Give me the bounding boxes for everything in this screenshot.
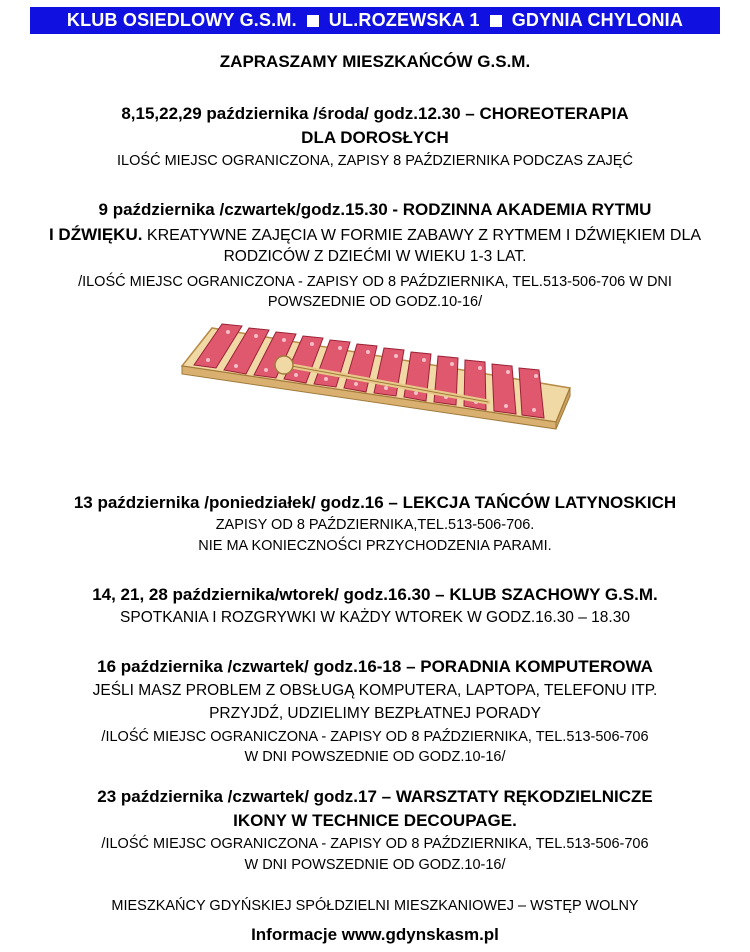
szachy-note: SPOTKANIA I ROZGRYWKI W KAŻDY WTOREK W GODZ.16.30 – 18.30 <box>120 609 630 626</box>
rytm-desc-2: RODZICÓW Z DZIEĆMI W WIEKU 1-3 LAT. <box>223 248 527 265</box>
rytm-note: /ILOŚĆ MIEJSC OGRANICZONA - ZAPISY OD 8 PAŹDZIERNIKA, TEL.513-506-706 W DNI <box>78 274 672 290</box>
header-city: GDYNIA CHYLONIA <box>511 10 684 30</box>
szachy-title: 14, 21, 28 października/wtorek/ godz.16.30 – KLUB SZACHOWY G.S.M. <box>92 585 658 604</box>
square-bullet-icon <box>307 15 319 27</box>
warsztaty-title-2: IKONY W TECHNICE DECOUPAGE. <box>233 811 517 830</box>
komputer-title: 16 października /czwartek/ godz.16-18 – PORADNIA KOMPUTEROWA <box>97 657 653 676</box>
warsztaty-note-2: W DNI POWSZEDNIE OD GODZ.10-16/ <box>244 857 506 873</box>
taniec-note: ZAPISY OD 8 PAŹDZIERNIKA,TEL.513-506-706. <box>215 517 535 533</box>
rytm-note-2: POWSZEDNIE OD GODZ.10-16/ <box>267 294 483 310</box>
komputer-desc-2: PRZYJDŹ, UDZIELIMY BEZPŁATNEJ PORADY <box>209 705 541 722</box>
choreo-title: 8,15,22,29 października /środa/ godz.12.30 – CHOREOTERAPIA <box>121 104 629 123</box>
rytm-title-2: I DŹWIĘKU. <box>48 225 143 244</box>
komputer-desc: JEŚLI MASZ PROBLEM Z OBSŁUGĄ KOMPUTERA, LAPTOPA, TELEFONU ITP. <box>92 682 658 699</box>
header-banner <box>30 7 720 34</box>
header-club-name: KLUB OSIEDLOWY G.S.M. <box>66 10 297 30</box>
rytm-title: 9 października /czwartek/godz.15.30 - RODZINNA AKADEMIA RYTMU <box>98 200 652 219</box>
intro-heading: ZAPRASZAMY MIESZKAŃCÓW G.S.M. <box>219 52 531 71</box>
square-bullet-icon <box>490 15 502 27</box>
footer-note: MIESZKAŃCY GDYŃSKIEJ SPÓŁDZIELNI MIESZKANIOWEJ – WSTĘP WOLNY <box>111 898 639 914</box>
warsztaty-title: 23 października /czwartek/ godz.17 – WARSZTATY RĘKODZIELNICZE <box>97 787 653 806</box>
footer-info: Informacje www.gdynskasm.pl <box>251 925 499 944</box>
taniec-title: 13 października /poniedziałek/ godz.16 – LEKCJA TAŃCÓW LATYNOSKICH <box>73 493 677 512</box>
komputer-note: /ILOŚĆ MIEJSC OGRANICZONA - ZAPISY OD 8 PAŹDZIERNIKA, TEL.513-506-706 <box>101 729 649 745</box>
choreo-note: ILOŚĆ MIEJSC OGRANICZONA, ZAPISY 8 PAŹDZIERNIKA PODCZAS ZAJĘĆ <box>117 153 633 169</box>
taniec-note-2: NIE MA KONIECZNOŚCI PRZYCHODZENIA PARAMI. <box>198 538 552 554</box>
choreo-title-2: DLA DOROSŁYCH <box>301 128 449 147</box>
xylophone-icon <box>172 318 572 430</box>
header-address: UL.ROZEWSKA 1 <box>328 10 480 30</box>
warsztaty-note: /ILOŚĆ MIEJSC OGRANICZONA - ZAPISY OD 8 PAŹDZIERNIKA, TEL.513-506-706 <box>101 836 649 852</box>
rytm-desc-text: KREATYWNE ZAJĘCIA W FORMIE ZABAWY Z RYTMEM I DŹWIĘKIEM DLA <box>142 227 702 244</box>
rytm-desc <box>0 225 750 245</box>
komputer-note-2: W DNI POWSZEDNIE OD GODZ.10-16/ <box>244 749 506 765</box>
